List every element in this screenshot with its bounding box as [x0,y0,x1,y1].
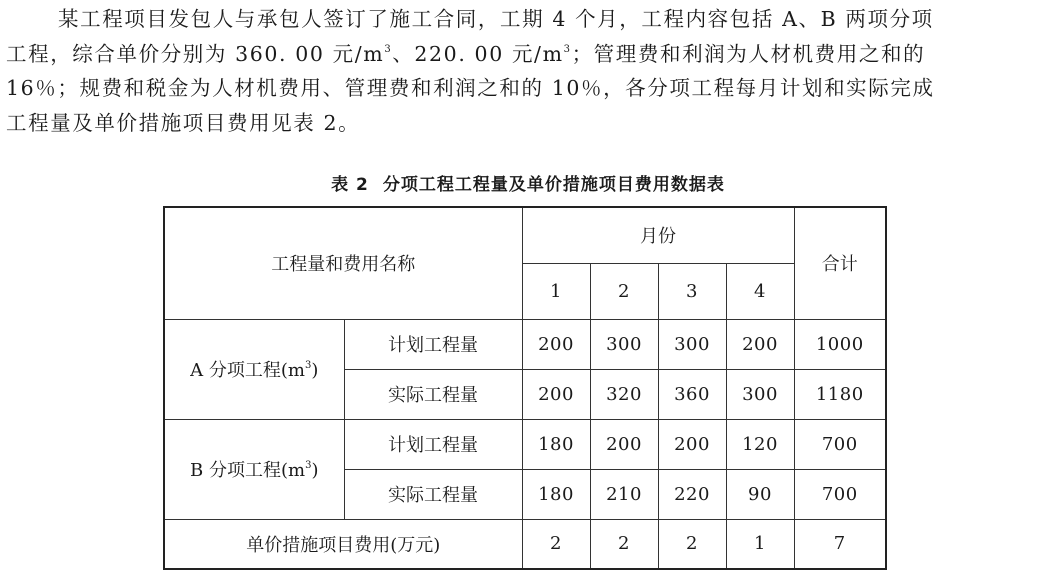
unit-superscript: 3 [563,43,572,55]
value-cell: 200 [726,319,794,369]
month-cell: 1 [522,263,590,319]
paragraph-line-2-part-a: 工程，综合单价分别为 360. 00 元/m [6,41,385,66]
value-cell: 220 [658,469,726,519]
value-cell: 120 [726,419,794,469]
total-cell: 700 [794,419,886,469]
table-row [164,319,886,369]
total-cell: 700 [794,469,886,519]
table-caption [0,170,1056,195]
unit-superscript: 3 [305,460,312,471]
quantity-cost-table [163,206,887,570]
value-cell: 2 [590,519,658,569]
table-number: 表 2 [331,175,369,195]
value-cell: 300 [590,319,658,369]
total-cell: 1180 [794,369,886,419]
value-cell: 90 [726,469,794,519]
value-cell: 180 [522,469,590,519]
value-cell: 320 [590,369,658,419]
group-label-close: ) [311,360,319,381]
paragraph-line-2 [6,37,1052,72]
total-cell: 1000 [794,319,886,369]
row-label: 实际工程量 [344,469,522,519]
value-cell: 1 [726,519,794,569]
paragraph-line-4: 工程量及单价措施项目费用见表 2。 [6,110,361,135]
header-total-cell: 合计 [794,207,886,319]
month-cell: 4 [726,263,794,319]
header-month-cell: 月份 [522,207,794,263]
paragraph-line-3: 16％；规费和税金为人材机费用、管理费和利润之和的 10％，各分项工程每月计划和实际完成 [6,76,935,101]
intro-paragraph [6,2,1052,140]
value-cell: 210 [590,469,658,519]
row-label: 计划工程量 [344,419,522,469]
value-cell: 2 [522,519,590,569]
header-name-cell: 工程量和费用名称 [164,207,522,319]
group-label-text: B 分项工程(m [190,460,306,481]
unit-superscript: 3 [384,43,393,55]
row-label: 实际工程量 [344,369,522,419]
value-cell: 180 [522,419,590,469]
month-cell: 2 [590,263,658,319]
value-cell: 200 [658,419,726,469]
value-cell: 300 [726,369,794,419]
group-label-close: ) [311,460,319,481]
table-row [164,419,886,469]
group-label-text: A 分项工程(m [190,360,305,381]
value-cell: 360 [658,369,726,419]
value-cell: 200 [522,369,590,419]
table-title: 分项工程工程量及单价措施项目费用数据表 [382,175,725,195]
month-cell: 3 [658,263,726,319]
group-label-a [164,319,344,419]
value-cell: 300 [658,319,726,369]
value-cell: 200 [522,319,590,369]
row-label: 计划工程量 [344,319,522,369]
unit-superscript: 3 [304,360,312,371]
table-row-measures [164,519,886,569]
measures-label: 单价措施项目费用(万元) [164,519,522,569]
value-cell: 2 [658,519,726,569]
table-header-row [164,207,886,263]
value-cell: 200 [590,419,658,469]
total-cell: 7 [794,519,886,569]
paragraph-line-2-part-c: ；管理费和利润为人材机费用之和的 [571,41,926,66]
group-label-b [164,419,344,519]
paragraph-line-1: 某工程项目发包人与承包人签订了施工合同，工期 4 个月，工程内容包括 A、B 两项分项 [58,7,934,31]
paragraph-line-2-part-b: 、220. 00 元/m [392,41,564,66]
